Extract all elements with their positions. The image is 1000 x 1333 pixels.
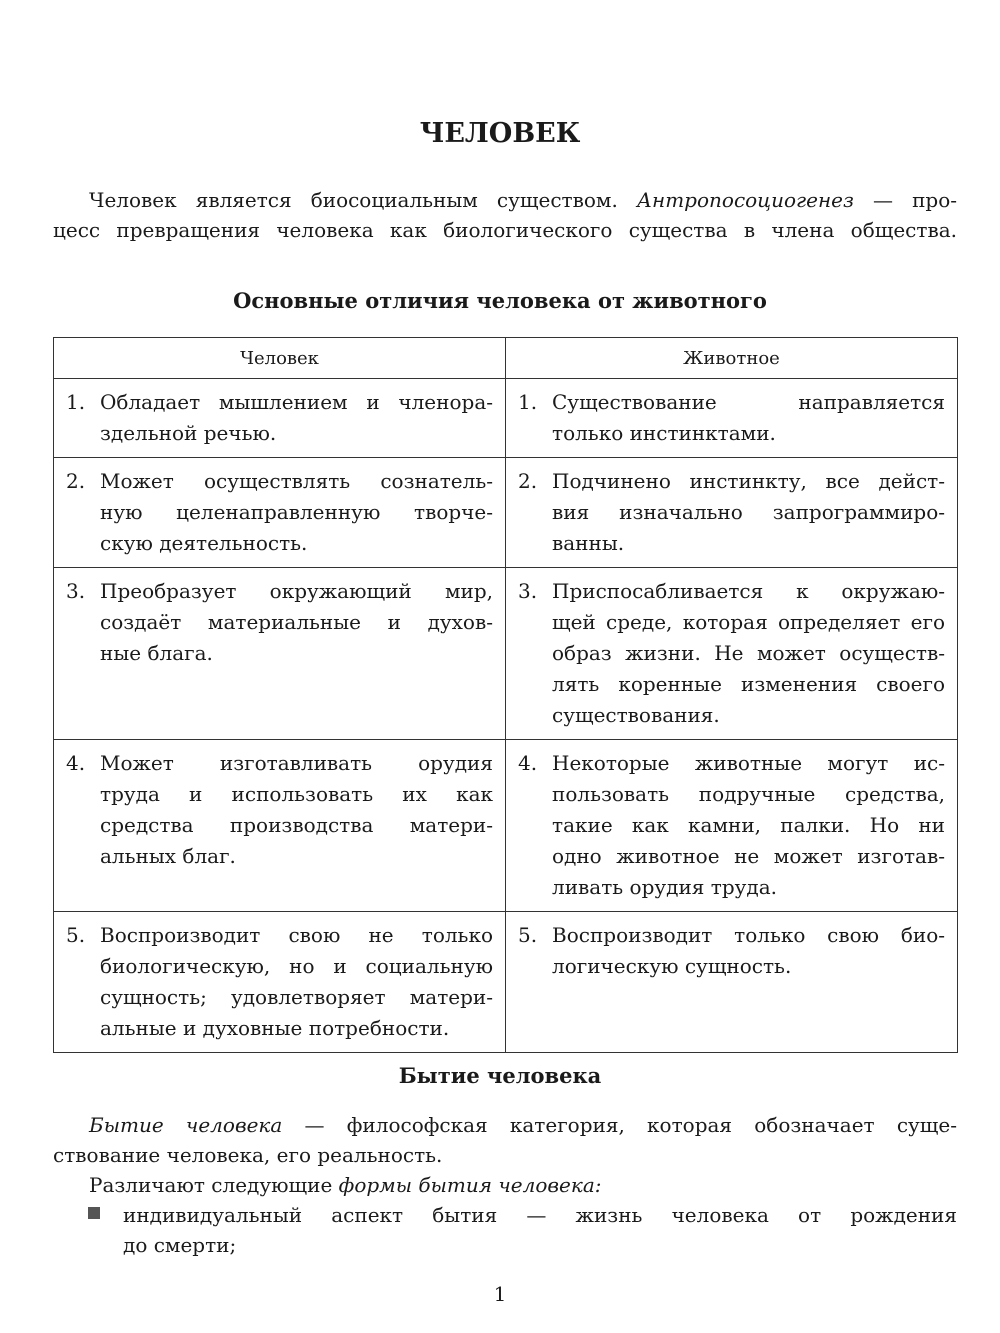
intro-line-1 xyxy=(53,185,957,215)
cell-animal xyxy=(506,912,958,1053)
cell-line: биологическую, но и социальную xyxy=(100,954,493,978)
header-animal: Животное xyxy=(506,338,958,379)
cell-line: пользовать подручные средства, xyxy=(552,782,945,806)
cell-human xyxy=(54,912,506,1053)
forms-line xyxy=(53,1170,957,1200)
item-number: 5. xyxy=(518,923,538,947)
table-caption: Основные отличия человека от животного xyxy=(233,288,767,313)
item-number: 3. xyxy=(66,579,86,603)
cell-line: Обладает мышлением и членора- xyxy=(100,390,493,414)
comparison-table xyxy=(53,337,958,1053)
cell-human xyxy=(54,568,506,740)
cell-line: Воспроизводит только свою био- xyxy=(552,923,945,947)
cell-line: существования. xyxy=(552,703,720,727)
cell-line: труда и использовать их как xyxy=(100,782,493,806)
cell-line: ные блага. xyxy=(100,641,213,665)
table-row xyxy=(54,912,958,1053)
being-paragraph xyxy=(53,1110,957,1200)
cell-animal xyxy=(506,379,958,458)
item-number: 5. xyxy=(66,923,86,947)
forms-text: Различают следующие xyxy=(89,1173,339,1197)
cell-line: только инстинктами. xyxy=(552,421,776,445)
cell-human xyxy=(54,740,506,912)
intro-term: Антропосоциогенез xyxy=(636,188,854,212)
cell-line: альные и духовные потребности. xyxy=(100,1016,450,1040)
intro-text: — про- xyxy=(853,188,957,212)
being-text: — философская категория, которая обозначает суще- xyxy=(282,1113,957,1137)
table-row xyxy=(54,740,958,912)
cell-line: ную целенаправленную творче- xyxy=(100,500,493,524)
cell-line: альных благ. xyxy=(100,844,236,868)
cell-line: здельной речью. xyxy=(100,421,277,445)
cell-human xyxy=(54,458,506,568)
bullet-square-icon xyxy=(88,1207,100,1219)
being-line-2: ствование человека, его реальность. xyxy=(53,1143,443,1167)
cell-line: лять коренные изменения своего xyxy=(552,672,945,696)
cell-line: Может изготавливать орудия xyxy=(100,751,493,775)
cell-line: Воспроизводит свою не только xyxy=(100,923,493,947)
cell-line: Преобразует окружающий мир, xyxy=(100,579,493,603)
cell-line: скую деятельность. xyxy=(100,531,308,555)
item-number: 2. xyxy=(66,469,86,493)
being-term: Бытие человека xyxy=(89,1113,283,1137)
cell-line: Существование направляется xyxy=(552,390,945,414)
item-number: 1. xyxy=(518,390,538,414)
cell-line: Может осуществлять сознатель- xyxy=(100,469,493,493)
cell-line: такие как камни, палки. Но ни xyxy=(552,813,945,837)
cell-line: вия изначально запрограммиро- xyxy=(552,500,945,524)
item-number: 3. xyxy=(518,579,538,603)
cell-line: Приспосабливается к окружаю- xyxy=(552,579,945,603)
table-row xyxy=(54,379,958,458)
page-title: ЧЕЛОВЕК xyxy=(419,118,581,149)
item-number: 4. xyxy=(518,751,538,775)
cell-line: ливать орудия труда. xyxy=(552,875,777,899)
cell-animal xyxy=(506,568,958,740)
cell-line: логическую сущность. xyxy=(552,954,792,978)
bullet-line-1: индивидуальный аспект бытия — жизнь человека от рождения xyxy=(123,1203,957,1227)
section-heading: Бытие человека xyxy=(398,1063,602,1088)
cell-line: ванны. xyxy=(552,531,625,555)
page-number: 1 xyxy=(493,1282,507,1306)
cell-line: Некоторые животные могут ис- xyxy=(552,751,945,775)
cell-human xyxy=(54,379,506,458)
cell-line: одно животное не может изготав- xyxy=(552,844,945,868)
item-number: 1. xyxy=(66,390,86,414)
cell-line: Подчинено инстинкту, все дейст- xyxy=(552,469,945,493)
being-line-1 xyxy=(53,1110,957,1140)
header-human: Человек xyxy=(54,338,506,379)
table-row xyxy=(54,568,958,740)
item-number: 2. xyxy=(518,469,538,493)
intro-paragraph xyxy=(53,185,957,245)
cell-line: образ жизни. Не может осуществ- xyxy=(552,641,945,665)
table-row xyxy=(54,458,958,568)
bullet-item xyxy=(123,1200,957,1260)
cell-animal xyxy=(506,740,958,912)
forms-term: формы бытия человека: xyxy=(338,1173,602,1197)
item-number: 4. xyxy=(66,751,86,775)
cell-line: щей среде, которая определяет его xyxy=(552,610,945,634)
cell-line: создаёт материальные и духов- xyxy=(100,610,493,634)
cell-animal xyxy=(506,458,958,568)
cell-line: средства производства матери- xyxy=(100,813,493,837)
bullet-line-2: до смерти; xyxy=(123,1233,237,1257)
intro-text: Человек является биосоциальным существом. xyxy=(89,188,637,212)
cell-line: сущность; удовлетворяет матери- xyxy=(100,985,493,1009)
intro-line-2: цесс превращения человека как биологического существа в члена общества. xyxy=(53,218,957,242)
